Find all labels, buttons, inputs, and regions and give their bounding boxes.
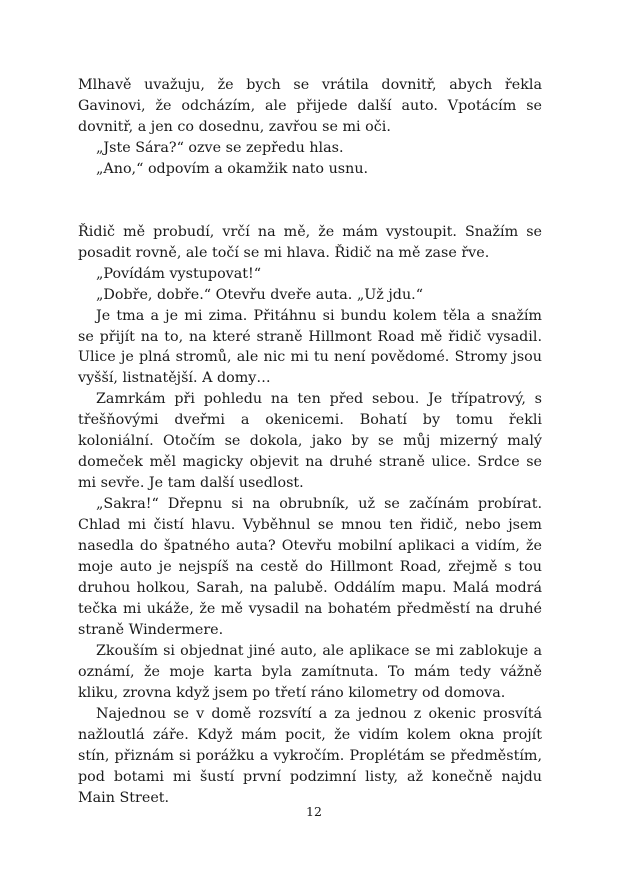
dialogue-line: „Ano,“ odpovím a okamžik nato usnu. [96, 160, 369, 177]
dialogue-line: „Povídám vystupovat!“ [96, 265, 262, 282]
paragraph: Řidič mě probudí, vrčí na mě, že mám vystoupit. Snažím se posadit rovně, ale točí se mi hlava. Řidič na mě zase řve. [78, 223, 542, 261]
dialogue-line: „Dobře, dobře.“ Otevřu dveře auta. „Už jdu.“ [96, 286, 424, 303]
paragraph: Je tma a je mi zima. Přitáhnu si bundu kolem těla a snažím se přijít na to, na které straně Hillmont Road mě řidič vysadil. Ulice je plná stromů, ale nic mi tu není povědomé. Stromy jsou vyšší, listnatější. A domy… [78, 307, 542, 387]
paragraph: Najednou se v domě rozsvítí a za jednou z okenic prosvítá nažloutlá záře. Když mám pocit, že vidím kolem okna projít stín, přiznám si porážku a vykročím. Proplétám se předměstím, pod botami mi šustí první podzimní listy, až konečně najdu Main Street. [78, 705, 542, 806]
paragraph: „Sakra!“ Dřepnu si na obrubník, už se začínám probírat. Chlad mi čistí hlavu. Vyběhnul se mnou ten řidič, nebo jsem nasedla do špatného auta? Otevřu mobilní aplikaci a vidím, že moje auto je nejspíš na cestě do Hillmont Road, zřejmě s tou druhou holkou, Sarah, na palubě. Oddálím mapu. Malá modrá tečka mi ukáže, že mě vysadil na bohatém předměstí na druhé straně Windermere. [78, 496, 542, 638]
paragraph: Zkouším si objednat jiné auto, ale aplikace se mi zablokuje a oznámí, že moje karta byla zamítnuta. To mám tedy vážně kliku, zrovna když jsem po třetí ráno kilometry od domova. [78, 642, 542, 701]
paragraph: Mlhavě uvažuju, že bych se vrátila dovnitř, abych řekla Gavinovi, že odcházím, ale přijede další auto. Vpotácím se dovnitř, a jen co dosednu, zavřou se mi oči. [78, 77, 542, 135]
page-body [78, 75, 542, 808]
section-break [78, 180, 542, 222]
section-1 [78, 75, 542, 180]
section-2 [78, 222, 542, 809]
page-number: 12 [306, 804, 322, 819]
dialogue-line: „Jste Sára?“ ozve se zepředu hlas. [96, 139, 344, 156]
paragraph: Zamrkám při pohledu na ten před sebou. Je třípatrový, s třešňovými dveřmi a okenicemi. Bohatí by tomu řekli koloniální. Otočím se dokola, jako by se můj mizerný malý domeček měl magicky objevit na druhé straně ulice. Srdce se mi sevře. Je tam další usedlost. [78, 391, 542, 492]
